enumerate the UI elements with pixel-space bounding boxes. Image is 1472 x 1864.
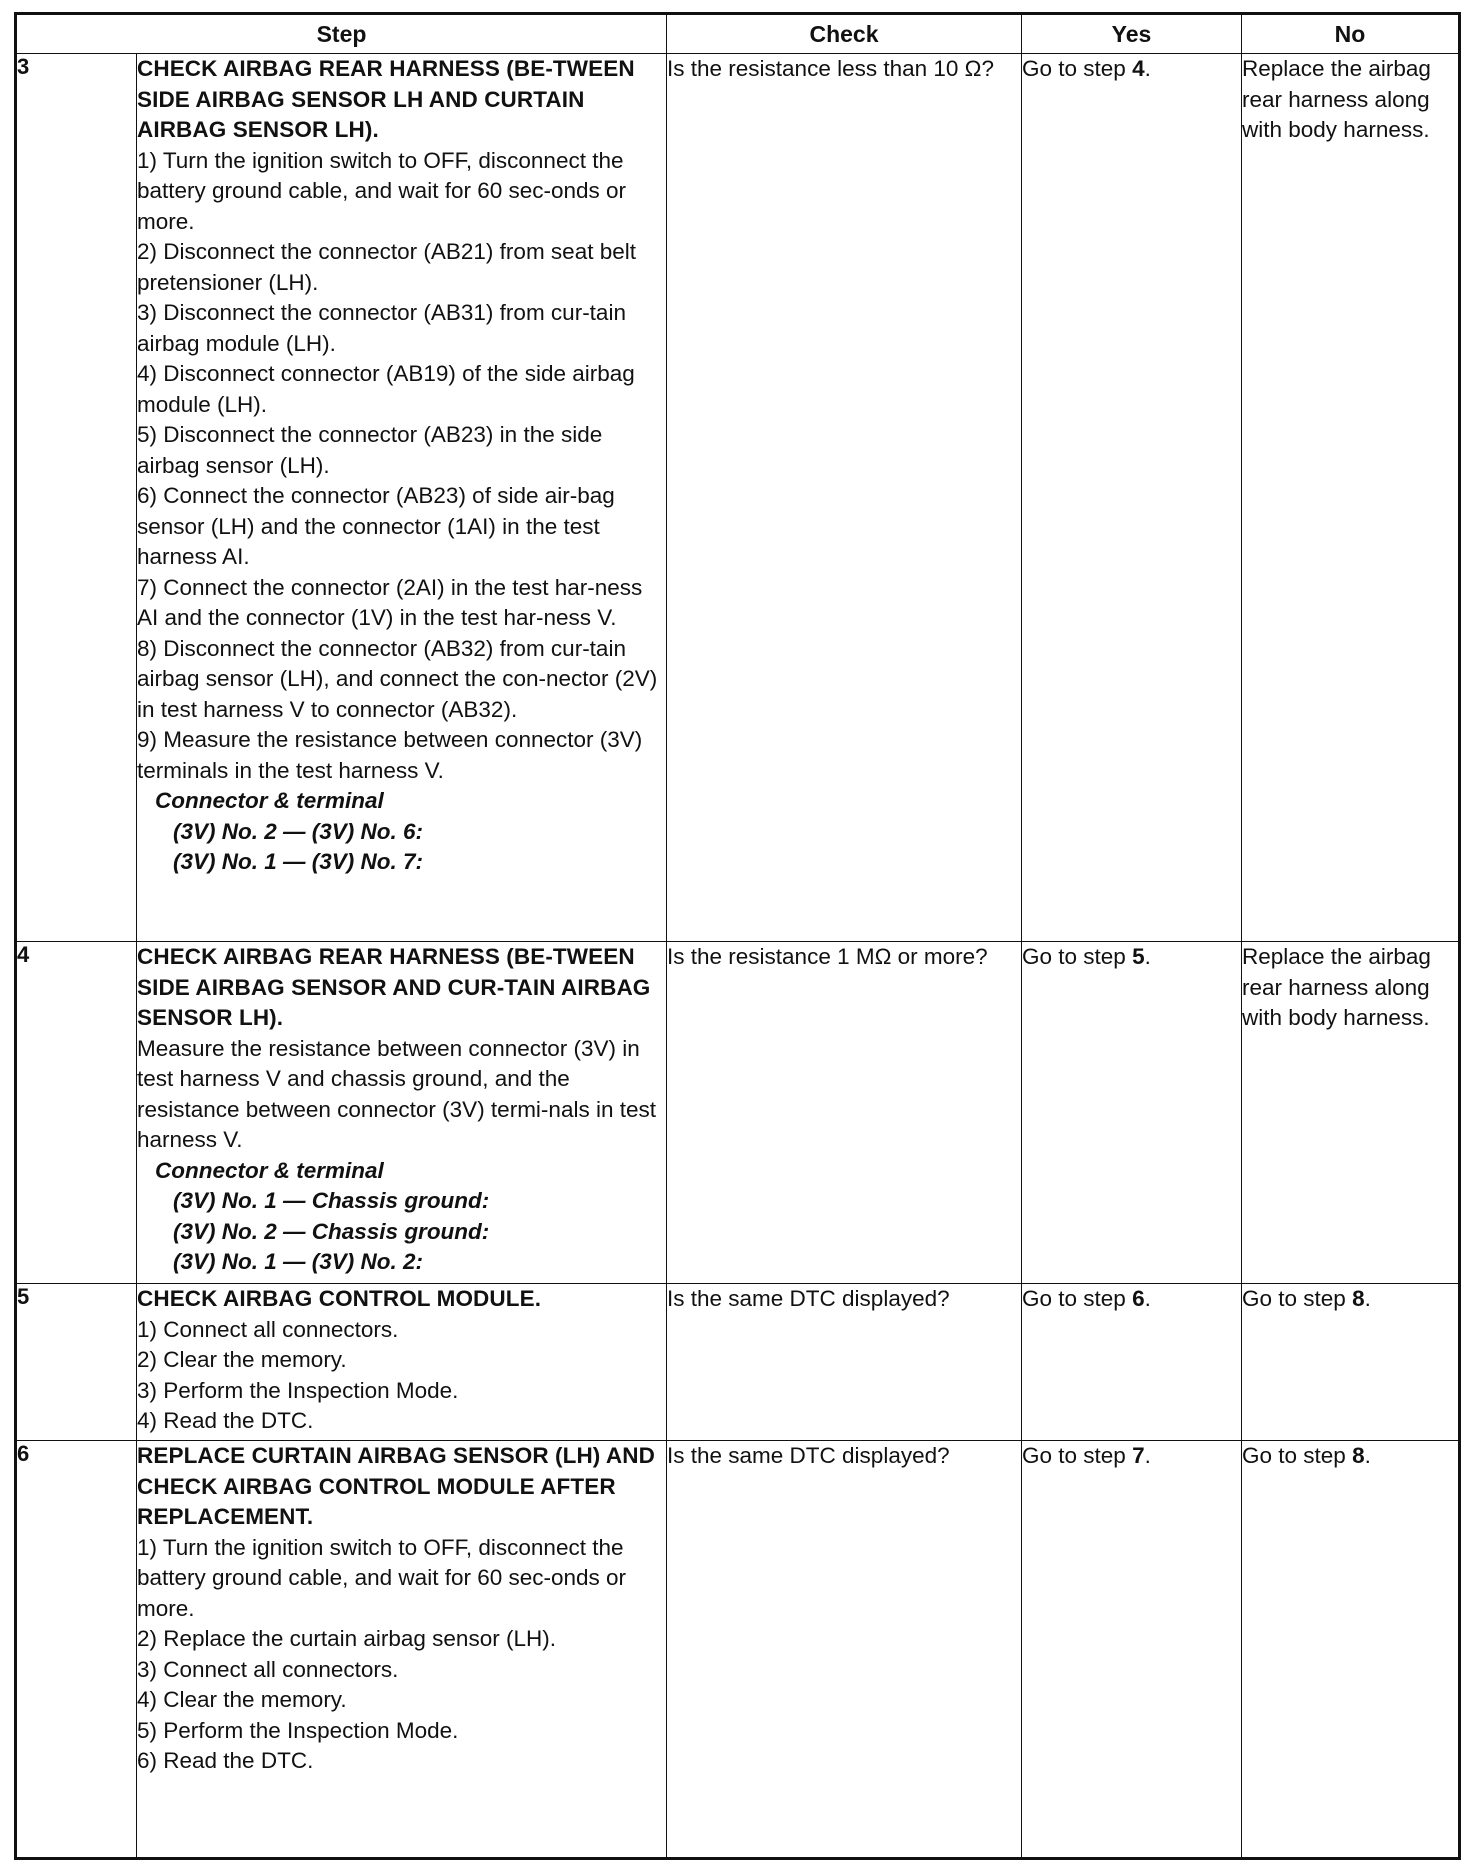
step-description bbox=[137, 54, 667, 942]
step-instruction: 1) Turn the ignition switch to OFF, disconnect the battery ground cable, and wait for 60 sec-onds or more. bbox=[137, 147, 627, 234]
step-instruction: 2) Disconnect the connector (AB21) from seat belt pretensioner (LH). bbox=[137, 239, 636, 295]
step-instruction: 9) Measure the resistance between connector (3V) terminals in the test harness V. bbox=[137, 727, 643, 783]
step-number: 3 bbox=[16, 54, 137, 942]
step-instruction: 1) Turn the ignition switch to OFF, disconnect the battery ground cable, and wait for 60 sec-onds or more. bbox=[137, 1534, 627, 1621]
no-action: Go to step 8. bbox=[1242, 1284, 1460, 1441]
yes-action-text: Go to step bbox=[1022, 1443, 1133, 1468]
diagnostic-page bbox=[14, 12, 1458, 1860]
step-instruction: 1) Connect all connectors. bbox=[137, 1316, 399, 1342]
connector-terminal-spec: (3V) No. 2 — Chassis ground: bbox=[173, 1218, 490, 1244]
yes-step-number: 7 bbox=[1132, 1443, 1145, 1468]
step-title: CHECK AIRBAG REAR HARNESS (BE-TWEEN SIDE AIRBAG SENSOR AND CUR-TAIN AIRBAG SENSOR LH). bbox=[137, 944, 651, 1030]
step-instruction: Measure the resistance between connector (3V) in test harness V and chassis ground, and the resistance between connector (3V) termi-nals in test harness V. bbox=[137, 1035, 656, 1152]
step-description bbox=[137, 1284, 667, 1441]
step-title: CHECK AIRBAG REAR HARNESS (BE-TWEEN SIDE AIRBAG SENSOR LH AND CURTAIN AIRBAG SENSOR LH). bbox=[137, 56, 635, 142]
step-instruction: 6) Connect the connector (AB23) of side air-bag sensor (LH) and the connector (1AI) in the test harness AI. bbox=[137, 483, 615, 569]
step-instruction: 5) Perform the Inspection Mode. bbox=[137, 1717, 459, 1743]
check-question: Is the same DTC displayed? bbox=[667, 1284, 1022, 1441]
step-instruction: 2) Clear the memory. bbox=[137, 1347, 347, 1372]
table-row bbox=[16, 942, 1460, 1284]
yes-action-text: Go to step bbox=[1022, 1286, 1133, 1311]
no-step-number: 8 bbox=[1352, 1443, 1365, 1468]
step-instruction: 8) Disconnect the connector (AB32) from cur-tain airbag sensor (LH), and connect the con-nector (2V) in test harness V to connector (AB32). bbox=[137, 635, 658, 722]
step-instruction: 4) Disconnect connector (AB19) of the side airbag module (LH). bbox=[137, 361, 635, 417]
step-number: 6 bbox=[16, 1441, 137, 1859]
step-instruction: 7) Connect the connector (2AI) in the test har-ness AI and the connector (1V) in the test har-ness V. bbox=[137, 574, 643, 630]
header-no: No bbox=[1242, 14, 1460, 54]
yes-action: Go to step 4. bbox=[1022, 54, 1242, 942]
check-question: Is the same DTC displayed? bbox=[667, 1441, 1022, 1859]
yes-action: Go to step 5. bbox=[1022, 942, 1242, 1284]
connector-terminal-heading: Connector & terminal bbox=[155, 788, 384, 813]
yes-step-number: 6 bbox=[1132, 1286, 1145, 1311]
no-action-text: Replace the airbag rear harness along with body harness. bbox=[1242, 944, 1431, 1030]
header-row bbox=[16, 14, 1460, 54]
yes-action-text: Go to step bbox=[1022, 944, 1133, 969]
step-description bbox=[137, 1441, 667, 1859]
step-instruction: 4) Read the DTC. bbox=[137, 1408, 314, 1433]
yes-action-text: Go to step bbox=[1022, 56, 1133, 81]
yes-step-number: 5 bbox=[1132, 944, 1145, 969]
table-row bbox=[16, 1441, 1460, 1859]
step-instruction: 3) Connect all connectors. bbox=[137, 1656, 399, 1682]
header-check: Check bbox=[667, 14, 1022, 54]
no-action bbox=[1242, 54, 1460, 942]
diagnostic-table bbox=[14, 12, 1461, 1860]
connector-terminal-spec: (3V) No. 1 — (3V) No. 7: bbox=[173, 849, 424, 874]
step-number: 5 bbox=[16, 1284, 137, 1441]
connector-terminal-spec: (3V) No. 1 — Chassis ground: bbox=[173, 1188, 490, 1213]
no-action bbox=[1242, 942, 1460, 1284]
step-instruction: 6) Read the DTC. bbox=[137, 1748, 314, 1773]
header-step: Step bbox=[16, 14, 667, 54]
connector-terminal-spec: (3V) No. 1 — (3V) No. 2: bbox=[173, 1249, 424, 1274]
table-row bbox=[16, 1284, 1460, 1441]
step-number: 4 bbox=[16, 942, 137, 1284]
no-action-text: Replace the airbag rear harness along with body harness. bbox=[1242, 56, 1431, 142]
step-instruction: 2) Replace the curtain airbag sensor (LH). bbox=[137, 1626, 556, 1651]
yes-action: Go to step 7. bbox=[1022, 1441, 1242, 1859]
yes-action: Go to step 6. bbox=[1022, 1284, 1242, 1441]
check-question: Is the resistance less than 10 Ω? bbox=[667, 54, 1022, 942]
no-action-text: Go to step bbox=[1242, 1443, 1353, 1468]
step-description bbox=[137, 942, 667, 1284]
yes-step-number: 4 bbox=[1132, 56, 1145, 81]
step-title: REPLACE CURTAIN AIRBAG SENSOR (LH) AND CHECK AIRBAG CONTROL MODULE AFTER REPLACEMENT. bbox=[137, 1443, 655, 1529]
no-step-number: 8 bbox=[1352, 1286, 1365, 1311]
step-instruction: 4) Clear the memory. bbox=[137, 1687, 347, 1712]
step-instruction: 3) Perform the Inspection Mode. bbox=[137, 1377, 459, 1403]
step-instruction: 3) Disconnect the connector (AB31) from cur-tain airbag module (LH). bbox=[137, 300, 626, 356]
check-question: Is the resistance 1 MΩ or more? bbox=[667, 942, 1022, 1284]
connector-terminal-heading: Connector & terminal bbox=[155, 1157, 384, 1183]
no-action-text: Go to step bbox=[1242, 1286, 1353, 1311]
table-row bbox=[16, 54, 1460, 942]
step-title: CHECK AIRBAG CONTROL MODULE. bbox=[137, 1286, 542, 1311]
no-action: Go to step 8. bbox=[1242, 1441, 1460, 1859]
step-instruction: 5) Disconnect the connector (AB23) in the side airbag sensor (LH). bbox=[137, 422, 603, 478]
connector-terminal-spec: (3V) No. 2 — (3V) No. 6: bbox=[173, 818, 424, 844]
header-yes: Yes bbox=[1022, 14, 1242, 54]
